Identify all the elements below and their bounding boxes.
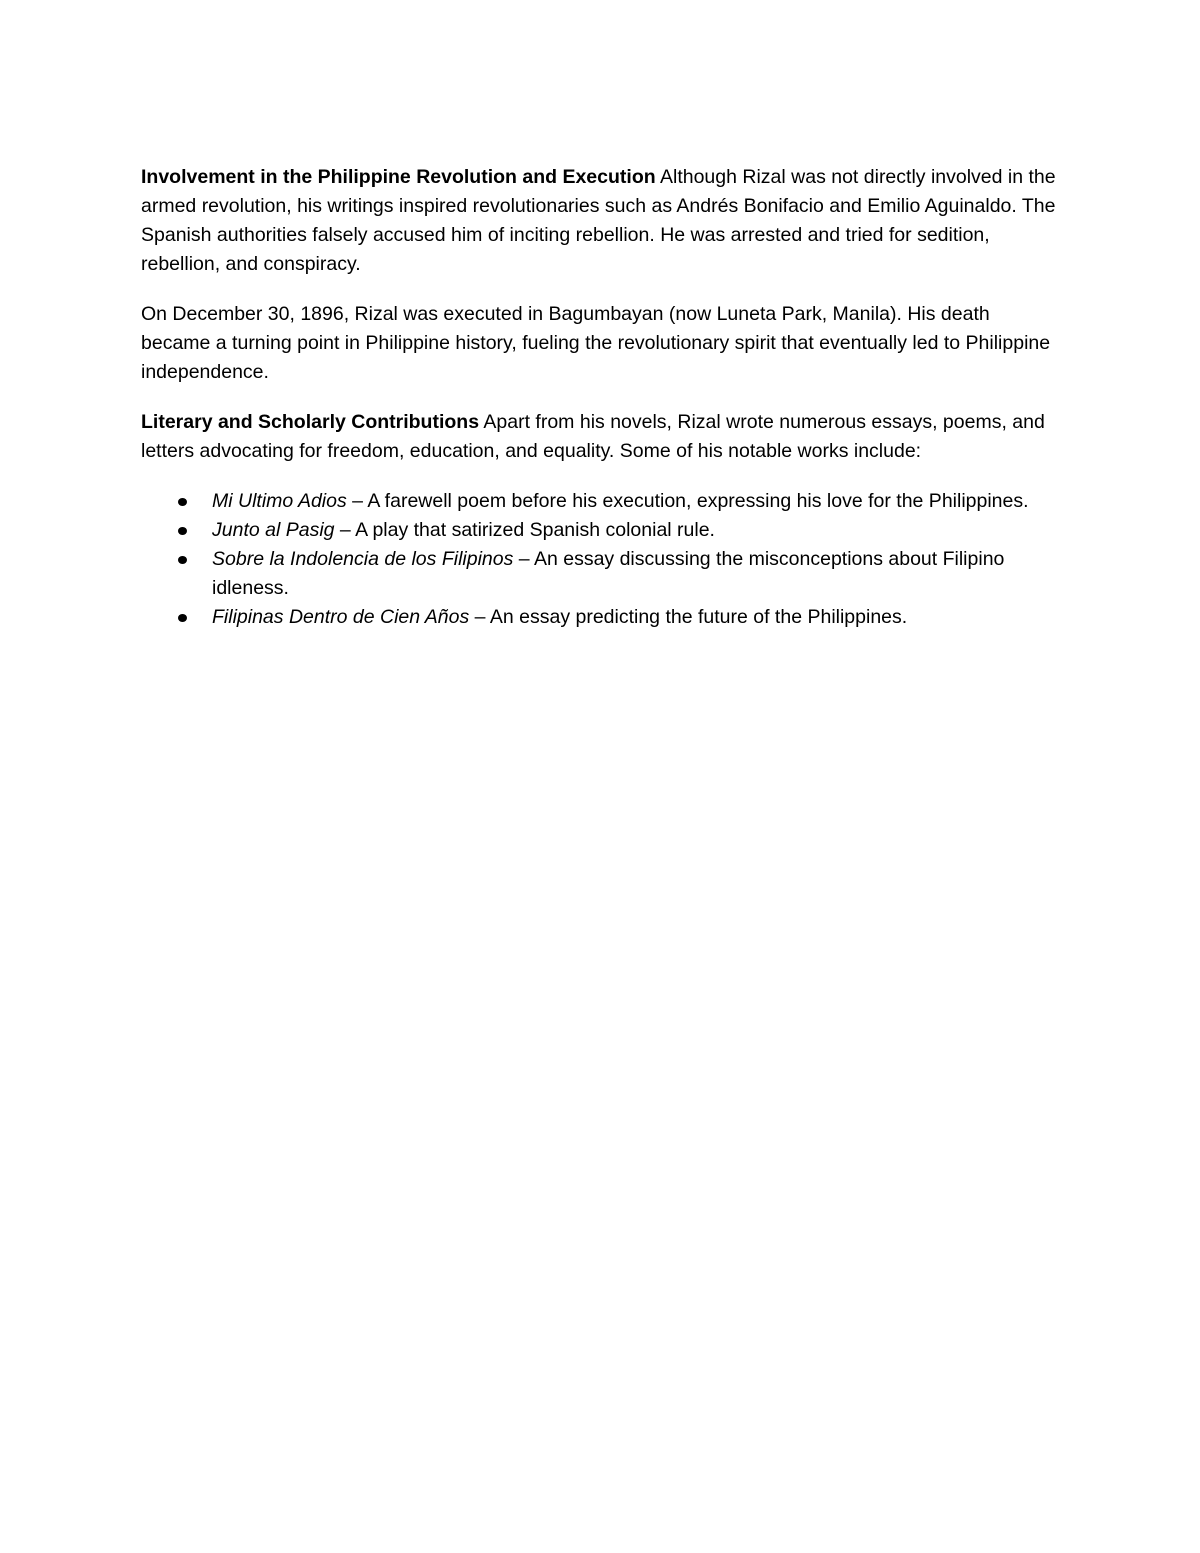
paragraph-contributions: [141, 408, 1056, 466]
work-title: Mi Ultimo Adios: [212, 490, 347, 512]
bullet-icon: [178, 614, 187, 622]
bullet-icon: [178, 556, 187, 564]
paragraph-contributions-text: Apart from his novels, Rizal wrote numerous essays, poems, and letters advocating for freedom, education, and equality. Some of his notable works include:: [141, 411, 1045, 462]
list-item: [141, 516, 1056, 545]
works-list: [141, 487, 1056, 632]
bullet-icon: [178, 498, 187, 506]
paragraph-execution: [141, 300, 1056, 387]
paragraph-revolution-text: Although Rizal was not directly involved in the armed revolution, his writings inspired revolutionaries such as Andrés Bonifacio and Emilio Aguinaldo. The Spanish authorities falsely accused him of inciting rebellion. He was arrested and tried for sedition, rebellion, and conspiracy.: [141, 166, 1056, 275]
work-description: – A play that satirized Spanish colonial rule.: [334, 519, 715, 541]
list-item: [141, 545, 1056, 603]
work-description: – An essay discussing the misconceptions about Filipino idleness.: [212, 548, 1005, 599]
document-page: [141, 163, 1056, 632]
list-item: [141, 603, 1056, 632]
section-heading-revolution: Involvement in the Philippine Revolution and Execution: [141, 166, 656, 188]
work-description: – A farewell poem before his execution, expressing his love for the Philippines.: [346, 490, 1029, 512]
work-title: Sobre la Indolencia de los Filipinos: [212, 548, 514, 570]
work-title: Filipinas Dentro de Cien Años: [212, 606, 470, 628]
work-description: – An essay predicting the future of the Philippines.: [469, 606, 908, 628]
section-heading-contributions: Literary and Scholarly Contributions: [141, 411, 480, 433]
bullet-icon: [178, 527, 187, 535]
paragraph-revolution: [141, 163, 1056, 279]
work-title: Junto al Pasig: [212, 519, 335, 541]
paragraph-execution-text: On December 30, 1896, Rizal was executed in Bagumbayan (now Luneta Park, Manila). His death became a turning point in Philippine history, fueling the revolutionary spirit that eventually led to Philippine independence.: [141, 303, 1051, 383]
list-item: [141, 487, 1056, 516]
